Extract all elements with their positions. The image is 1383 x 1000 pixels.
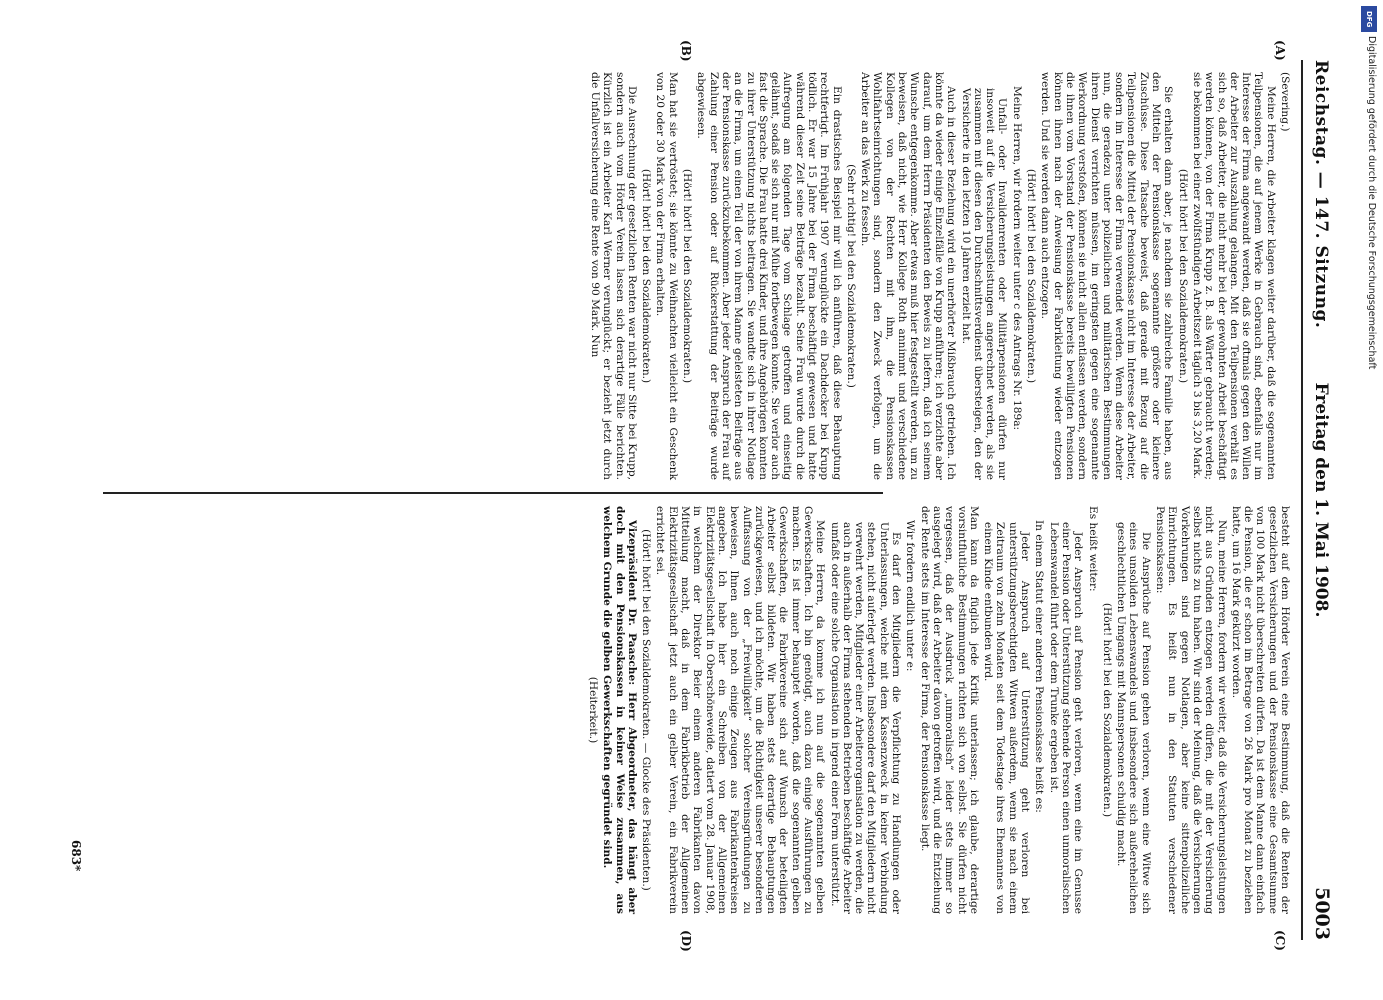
right-column (585, 506, 1291, 914)
right-paragraph: In einem Statut einer anderen Pensionskasse heißt es: (1033, 520, 1046, 813)
header-session: Reichstag. — 147. Sitzung. (1311, 60, 1331, 329)
right-paragraph: Jeder Anspruch auf Pension geht verloren, wenn eine im Genusse einer Pension oder Unterstützung stehende Person einen unmoralischen Lebenswandel führt oder dem Trunke ergeben ist. (1047, 522, 1085, 914)
margin-letter-b: (B) (679, 40, 693, 62)
right-paragraph: besteht auf dem Hörder Verein eine Bestimmung, daß die Renten der gesetzlichen Versicherungen und der Pensionskasse eine Gesamtsumme von 100 Mark nicht überschreiten dürfen. Da ist dem Manne dann einfach die Pension, die er schon im Betrage von 26 Mark pro Monat zu beziehen hatte, um 16 Mark gekürzt worden. (1229, 506, 1291, 914)
left-paragraph: (Hört! hört! bei den Sozialdemokraten.) (1176, 168, 1189, 384)
left-column (587, 72, 1291, 480)
right-paragraph: Die Ansprüche auf Pension gehen verloren, wenn eine Witwe sich eines unsoliden Lebenswandels und insbesondere sich außerehelichen geschlechtlichen Umgangs mit Mannspersonen schuldig macht. (1115, 522, 1152, 914)
left-paragraph: Meine Herren, wir fordern weiter unter c des Antrags Nr. 189a: (1010, 86, 1023, 431)
right-paragraph: Es heißt weiter: (1086, 506, 1099, 592)
right-paragraph: (Hört! hört! bei den Sozialdemokraten. — Glocke des Präsidenten.) (640, 529, 653, 891)
left-paragraph: (Severing.) (1279, 72, 1291, 132)
right-paragraph: (Hört! hört! bei den Sozialdemokraten.) (1100, 602, 1113, 818)
right-paragraph: Man kann da füglich jede Kritik unterlassen; ich glaube, derartige vorsintflutliche Bestimmungen richten sich von selbst. Sie dürfen nicht vergessen, daß der Ausdruck „unmoralisch“ leider stets immer so ausgelegt wird, daß der Arbeiter davon getroffen wird, und die Entziehung der Rente stets im Interesse der Firma, der Pensionskasse liegt. (918, 506, 980, 914)
right-paragraph: Meine Herren, da komme ich nun auf die sogenannten gelben Gewerkschaften. Ich bin genötigt, auch dazu einige Ausführungen zu machen. Es ist immer behauptet worden, daß die sogenannten gelben Gewerkschaften, die Fabrikvereine sich auf Wunsch der beteiligten Arbeiter selbst bildeten. Wir haben stets derartige Behauptungen zurückgewiesen, und ich möchte, um die Richtigkeit unserer besonderen Auffassung von der „Freiwilligkeit“ solcher Vereinsgründungen zu beweisen, Ihnen auch noch einige Zeugen aus Fabrikantenkreisen angeben. Ich habe hier ein Schreiben von der Allgemeinen Elektrizitätsgesellschaft in Oberschöneweide, datiert vom 28. Januar 1908, in welchem der Direktor Beier einem anderen Fabrikanten davon Mitteilung macht, daß in dem Fabrikbetrieb der Allgemeinen Elektrizitätsgesellschaft jetzt auch ein gelber Verein, ein Fabrikverein errichtet sei. (654, 506, 827, 914)
digitization-credit: Digitalisierung gefördert durch die Deutsche Forschungsgemeinschaft (1366, 36, 1377, 370)
left-paragraph: Unfall- oder Invalidenrenten oder Militärpensionen dürfen nur insoweit auf die Versicherungsleistungen angerechnet werden, als sie zusammen mit diesen den Durchschnittsverdienst übersteigen, den der Versicherte in den letzten 10 Jahren erzielt hat. (959, 88, 1009, 480)
right-paragraph: Nun, meine Herren, fordern wir weiter, daß die Versicherungsleistungen nicht aus Gründen entzogen werden dürfen, die mit der Versicherung selbst nichts zu tun haben. Wir sind der Meinung, daß die Versicherungen Vorkehrungen sind gegen Notlagen, aber keine sittenpolizeiliche Einrichtungen. Es heißt nun in den Statuten verschiedener Pensionskassen: (1154, 506, 1228, 914)
header-date: Freitag den 1. Mai 1908. (1311, 382, 1331, 618)
left-paragraph: Man hat sie vertröstet; sie könnte zu Weihnachten vielleicht ein Geschenk von 20 oder 30 Mark von der Firma erhalten. (654, 72, 679, 480)
header-rule (1301, 60, 1303, 940)
column-divider (103, 492, 883, 494)
margin-letter-d: (D) (679, 930, 693, 952)
left-paragraph: (Hört! hört! bei den Sozialdemokraten.) (1025, 168, 1038, 384)
margin-letter-c: (C) (1273, 930, 1287, 951)
left-paragraph: Auch in dieser Beziehung wird ein unerhörter Mißbrauch getrieben. Ich könnte da wieder einige Einzelfälle von Krupp anführen; ich verzichte aber darauf, um dem Herrn Präsidenten den Beweis zu liefern, daß ich seinem Wunsche entgegenkomme. Aber etwas muß hier festgestellt werden, um zu beweisen, daß nicht, wie Herr Kollege Roth annimmt und verschiedene Kollegen von der Rechten mit ihm, die Pensionskassen Wohlfahrtseinrichtungen sind, sondern den Zweck verfolgen, um die Arbeiter an das Werk zu fesseln. (859, 72, 958, 480)
right-paragraph: Vizepräsident Dr. Paasche: Herr Abgeordneter, das hängt aber doch mit den Pensionskassen in keiner Weise zusammen, aus welchem Grunde die gelben Gewerkschaften gegründet sind. (601, 506, 638, 914)
page-number: 5003 (1311, 887, 1333, 940)
left-paragraph: Die Ausrechnung der gesetzlichen Renten war nicht nur Sitte bei Krupp, sondern auch vom Hörder Verein lassen sich derartige Fälle berichten. Kürzlich ist ein Arbeiter Karl Werner verunglückt; er bezieht jetzt durch die Unfallversicherung eine Rente von 90 Mark. Nun (588, 72, 638, 480)
left-paragraph: (Sehr richtig! bei den Sozialdemokraten.) (844, 164, 857, 388)
margin-letter-a: (A) (1273, 40, 1287, 61)
right-paragraph: Es darf den Mitgliedern die Verpflichtung zu Handlungen oder Unterlassungen, welche mit dem Kassenzweck in keiner Verbindung stehen, nicht auferlegt werden. Insbesondere darf den Mitgliedern nicht verwehrt werden, Mitglieder einer Arbeiterorganisation zu werden, die auch in außerhalb der Firma stehenden Betrieben beschäftigte Arbeiter umfaßt oder eine solche Organisation in irgend einer Form unterstützt. (828, 522, 903, 914)
right-paragraph: (Heiterkeit.) (586, 676, 599, 744)
left-paragraph: Ein drastisches Beispiel mir will ich anführen, daß diese Behauptung rechtfertigt. Im Frühjahr 1907 verunglückte ein Dachdecker bei Krupp tödlich. Er war 15 Jahre bei der Firma beschäftigt gewesen und hatte während dieser Zeit seine Beiträge bezahlt. Seine Frau wurde durch die Aufregung am folgenden Tage vom Schlage getroffen und einseitig gelähmt, sodaß sie sich nur mit Mühe fortbewegen konnte. Sie verlor auch fast die Sprache. Die Frau hatte drei Kinder, und ihre Angehörigen konnten zu ihrer Unterstützung nichts beitragen. Sie wandte sich in ihrer Notlage an die Firma, um einen Teil der von ihrem Manne geleisteten Beiträge aus der Pensionskasse zurückzubekommen. Aber jeder Anspruch der Frau auf Zahlung einer Pension oder auf Rückerstattung der Beiträge wurde abgewiesen. (695, 72, 843, 480)
left-paragraph: Meine Herren, die Arbeiter klagen weiter darüber, daß die sogenannten Teilpensionen, die auf jenem Werke in Gebrauch sind, ebenfalls nur im Interesse der Firma angewandt werden, daß sie oftmals gegen den Willen der Arbeiter zur Auszahlung gelangen. Mit den Teilpensionen verhält es sich so, daß Arbeiter, die nicht mehr bei der gewohnten Arbeit beschäftigt werden können, von der Firma Krupp z. B. als Wärter gebraucht werden; sie bekommen bei einer zwölfstündigen Arbeitszeit täglich 3 bis 3,20 Mark. (1190, 72, 1277, 480)
digitization-sidebar (1353, 0, 1383, 1000)
footer-mark: 683* (69, 840, 83, 872)
left-paragraph: (Hört! hört! bei den Sozialdemokraten.) (681, 168, 694, 384)
right-paragraph: Wir fordern endlich unter e: (904, 520, 917, 672)
left-paragraph: (Hört! hört! bei den Sozialdemokraten.) (640, 168, 653, 384)
dfg-logo: DFG (1361, 6, 1377, 32)
left-paragraph: Sie erhalten dann aber, je nachdem sie zahlreiche Familie haben, aus den Mitteln der Pensionskasse sogenannte größere oder kleinere Zuschüsse. Diese Tatsache beweist, daß gerade mit Bezug auf die Teilpensionen die Mittel der Pensionskasse nicht im Interesse der Arbeiter, sondern im Interesse der Firma verwendet werden. Wenn diese Arbeiter nun, die geradezu unter polizeilichen und militärischen Bestimmungen ihren Dienst verrichten müssen, im geringsten gegen eine sogenannte Werkordnung verstoßen, können sie nicht allein entlassen werden, sondern die ihnen vom Vorstand der Pensionskasse bereits bewilligten Pensionen können ihnen nach der Anweisung der Fabrikleitung wieder entzogen werden. Und sie werden dann auch entzogen. (1039, 72, 1175, 480)
right-paragraph: Jeder Anspruch auf Unterstützung geht verloren bei unterstützungsberechtigten Witwen außerdem, wenn sie nach einem Zeitraum von zehn Monaten seit dem Todestage ihres Ehemannes von einem Kinde entbunden wird. (982, 522, 1032, 914)
